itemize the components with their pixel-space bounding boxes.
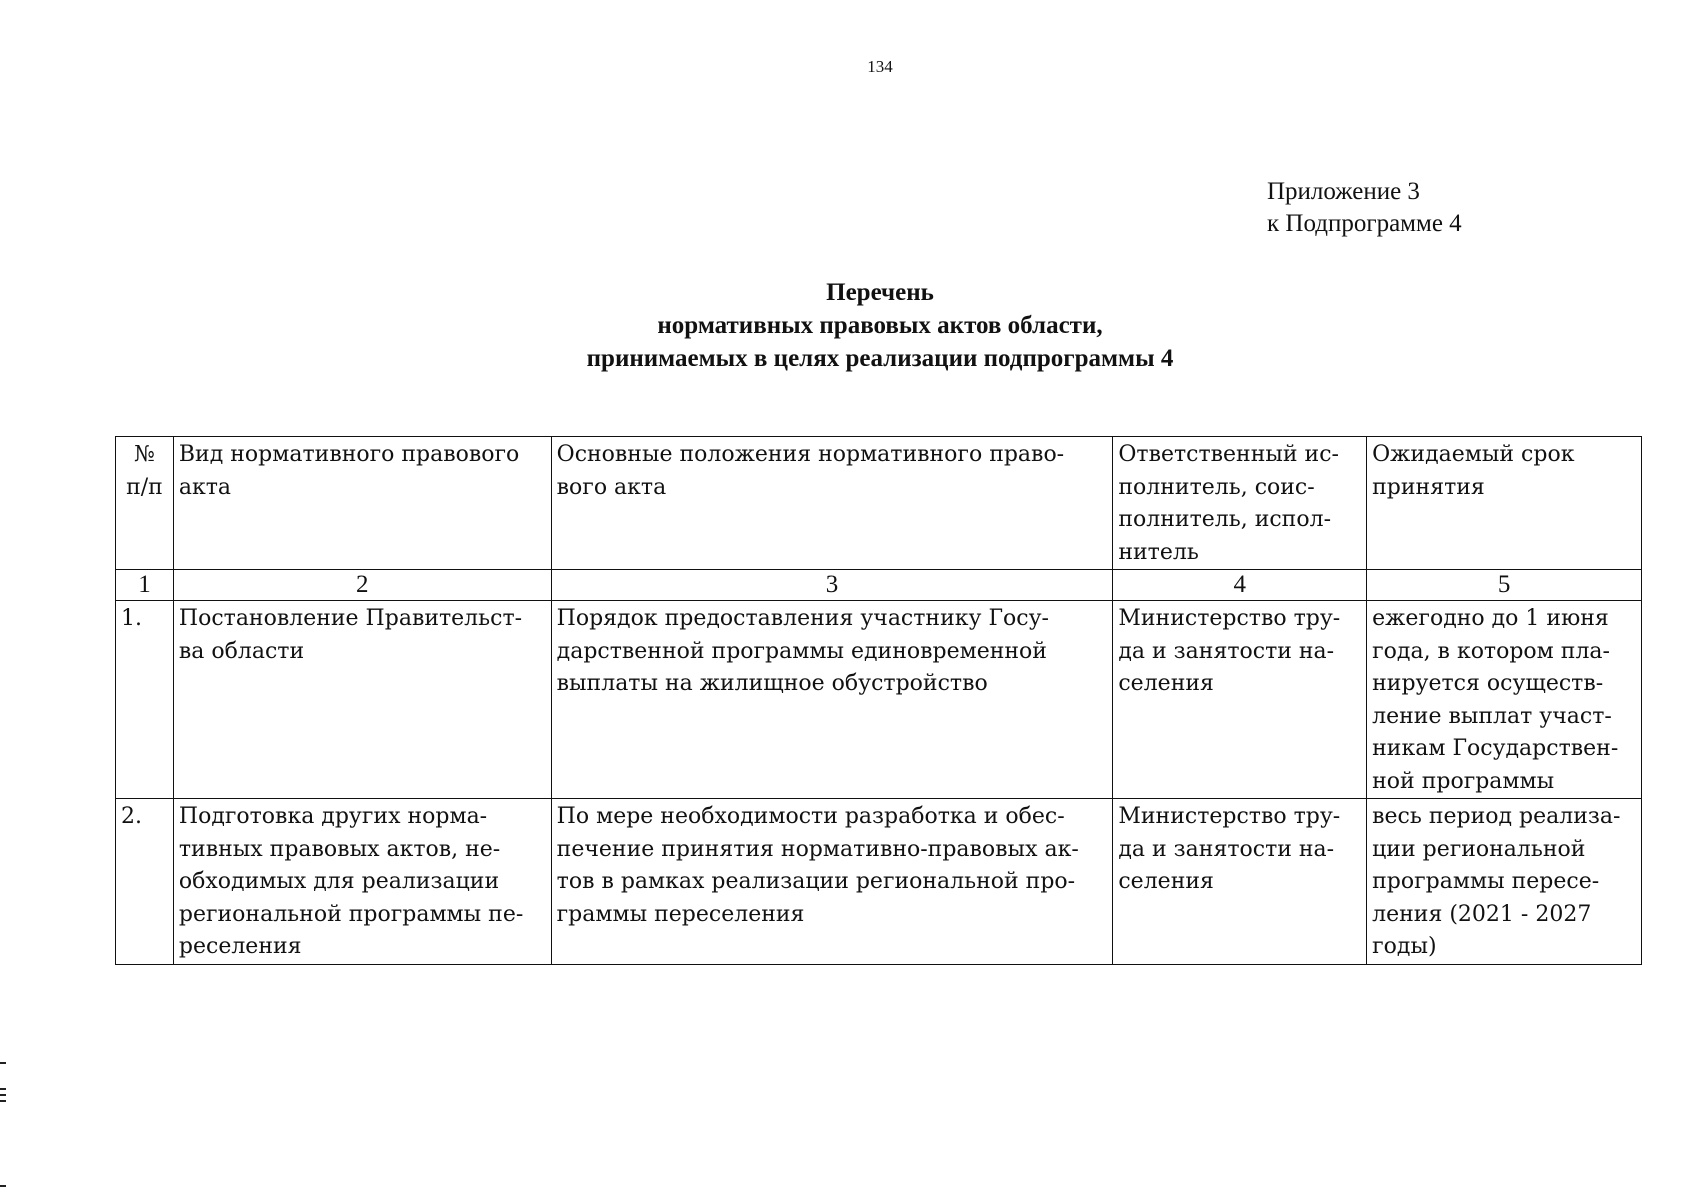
cell-line: ной программы	[1372, 768, 1555, 794]
cell-line: дарственной программы единовременной	[556, 638, 1047, 664]
cell-line: ва области	[178, 638, 305, 664]
title-line-2: нормативных правовых актов области,	[657, 312, 1103, 339]
header-act-type-line: Вид нормативного правового	[178, 442, 520, 467]
acts-table	[115, 436, 1642, 965]
title-line-3: принимаемых в целях реализации подпрограммы 4	[586, 345, 1174, 372]
row-provisions	[551, 799, 1113, 965]
header-provisions	[551, 437, 1113, 570]
header-num-line: п/п	[126, 474, 163, 500]
row-act-type	[173, 799, 551, 965]
header-act-type	[173, 437, 551, 570]
cell-line: Министерство тру-	[1118, 804, 1341, 829]
appendix-reference	[1267, 176, 1462, 240]
row-responsible	[1113, 799, 1367, 965]
cell-line: граммы переселения	[556, 901, 805, 927]
scan-margin-mark	[0, 1088, 6, 1090]
row-responsible	[1113, 601, 1367, 799]
scan-margin-mark	[0, 1062, 6, 1064]
header-responsible-line: полнитель, испол-	[1118, 507, 1332, 532]
cell-line: селения	[1118, 869, 1214, 894]
scan-margin-mark	[0, 1094, 6, 1096]
appendix-line-1: Приложение 3	[1267, 178, 1420, 205]
cell-line: года, в котором пла-	[1372, 638, 1610, 664]
cell-line: да и занятости на-	[1118, 836, 1335, 862]
cell-line: выплаты на жилищное обустройство	[556, 671, 988, 696]
header-responsible-line: полнитель, соис-	[1118, 474, 1315, 500]
table-header-row	[116, 437, 1642, 570]
column-number: 5	[1367, 570, 1642, 601]
cell-line: программы пересе-	[1372, 869, 1600, 894]
column-number: 4	[1113, 570, 1367, 601]
cell-line: По мере необходимости разработка и обес-	[556, 804, 1065, 829]
cell-line: печение принятия нормативно-правовых ак-	[556, 836, 1079, 862]
cell-line: Порядок предоставления участнику Госу-	[556, 606, 1049, 631]
header-responsible-line: нитель	[1118, 539, 1199, 565]
row-deadline	[1367, 601, 1642, 799]
appendix-line-2: к Подпрограмме 4	[1267, 210, 1462, 237]
scan-margin-mark	[0, 1185, 6, 1187]
row-num: 2.	[116, 799, 174, 965]
header-act-type-line: акта	[178, 474, 232, 500]
document-title	[0, 276, 1697, 375]
header-responsible	[1113, 437, 1367, 570]
cell-line: да и занятости на-	[1118, 638, 1335, 664]
header-num	[116, 437, 174, 570]
header-num-line: №	[134, 442, 155, 467]
cell-line: нируется осуществ-	[1372, 671, 1604, 696]
cell-line: Постановление Правительст-	[178, 606, 523, 631]
column-number: 1	[116, 570, 174, 601]
column-number-row	[116, 570, 1642, 601]
scan-margin-mark	[0, 1100, 6, 1102]
cell-line: региональной программы пе-	[178, 901, 524, 927]
cell-line: ции региональной	[1372, 836, 1586, 862]
cell-line: Министерство тру-	[1118, 606, 1341, 631]
page-number: 134	[867, 57, 893, 76]
cell-line: селения	[1118, 671, 1214, 696]
cell-line: никам Государствен-	[1372, 736, 1619, 761]
header-provisions-line: Основные положения нормативного право-	[556, 442, 1065, 467]
cell-line: ление выплат участ-	[1372, 703, 1612, 729]
cell-line: реселения	[178, 934, 302, 959]
cell-line: тивных правовых актов, не-	[178, 836, 501, 862]
cell-line: тов в рамках реализации региональной про-	[556, 869, 1076, 894]
column-number: 2	[173, 570, 551, 601]
cell-line: годы)	[1372, 934, 1437, 959]
row-provisions	[551, 601, 1113, 799]
cell-line: ежегодно до 1 июня	[1372, 606, 1609, 631]
header-deadline-line: принятия	[1372, 474, 1485, 500]
table-row	[116, 601, 1642, 799]
cell-line: Подготовка других норма-	[178, 804, 488, 829]
cell-line: обходимых для реализации	[178, 869, 500, 894]
header-deadline-line: Ожидаемый срок	[1372, 442, 1575, 467]
row-act-type	[173, 601, 551, 799]
cell-line: ления (2021 - 2027	[1372, 901, 1592, 927]
header-deadline	[1367, 437, 1642, 570]
title-line-1: Перечень	[826, 279, 934, 306]
row-deadline	[1367, 799, 1642, 965]
row-num: 1.	[116, 601, 174, 799]
cell-line: весь период реализа-	[1372, 804, 1621, 829]
table-row	[116, 799, 1642, 965]
column-number: 3	[551, 570, 1113, 601]
header-responsible-line: Ответственный ис-	[1118, 442, 1339, 467]
header-provisions-line: вого акта	[556, 474, 667, 500]
